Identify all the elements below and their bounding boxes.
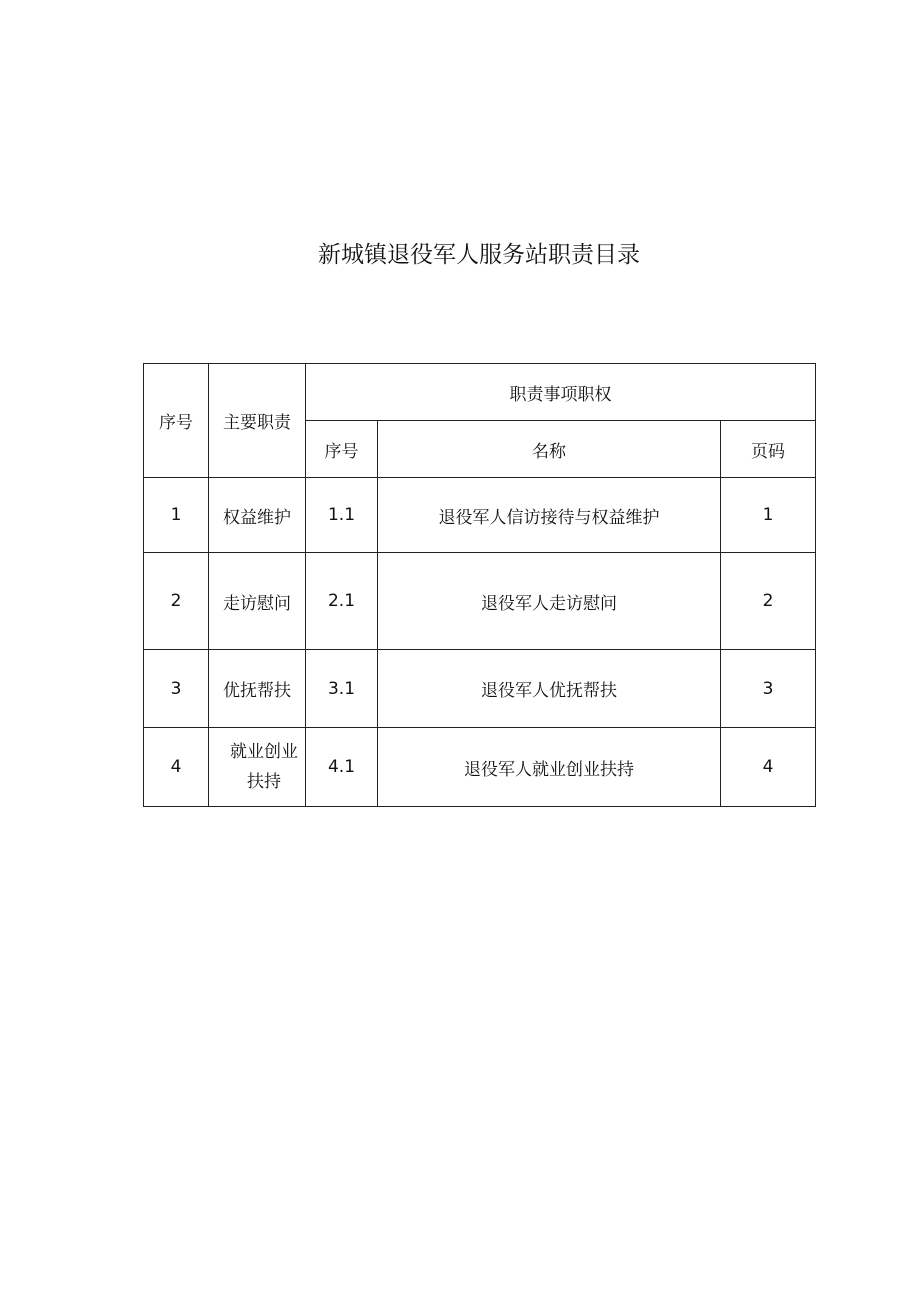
row-seq: 4 — [144, 728, 209, 807]
header-group: 职责事项职权 — [306, 364, 816, 421]
row-seq: 3 — [144, 650, 209, 728]
row-page: 1 — [721, 478, 816, 553]
document-title: 新城镇退役军人服务站职责目录 — [318, 242, 640, 268]
table-row — [144, 650, 816, 728]
row-page: 3 — [721, 650, 816, 728]
row-main-duty: 权益维护 — [209, 478, 306, 553]
header-seq: 序号 — [144, 364, 209, 478]
table-row — [144, 478, 816, 553]
table-row — [144, 553, 816, 650]
row-sub-seq: 2.1 — [306, 553, 378, 650]
header-name: 名称 — [378, 421, 721, 478]
row-sub-seq: 1.1 — [306, 478, 378, 553]
duty-table — [143, 363, 816, 807]
row-seq: 2 — [144, 553, 209, 650]
row-page: 4 — [721, 728, 816, 807]
header-main-duty: 主要职责 — [209, 364, 306, 478]
table-header-row — [144, 364, 816, 421]
row-name: 退役军人走访慰问 — [378, 553, 721, 650]
header-page: 页码 — [721, 421, 816, 478]
row-main-duty: 走访慰问 — [209, 553, 306, 650]
row-page: 2 — [721, 553, 816, 650]
row-main-duty: 就业创业扶持 — [209, 728, 306, 807]
row-name: 退役军人优抚帮扶 — [378, 650, 721, 728]
row-sub-seq: 4.1 — [306, 728, 378, 807]
row-sub-seq: 3.1 — [306, 650, 378, 728]
row-seq: 1 — [144, 478, 209, 553]
header-sub-seq: 序号 — [306, 421, 378, 478]
row-name: 退役军人就业创业扶持 — [378, 728, 721, 807]
row-main-duty: 优抚帮扶 — [209, 650, 306, 728]
row-name: 退役军人信访接待与权益维护 — [378, 478, 721, 553]
table-row — [144, 728, 816, 807]
